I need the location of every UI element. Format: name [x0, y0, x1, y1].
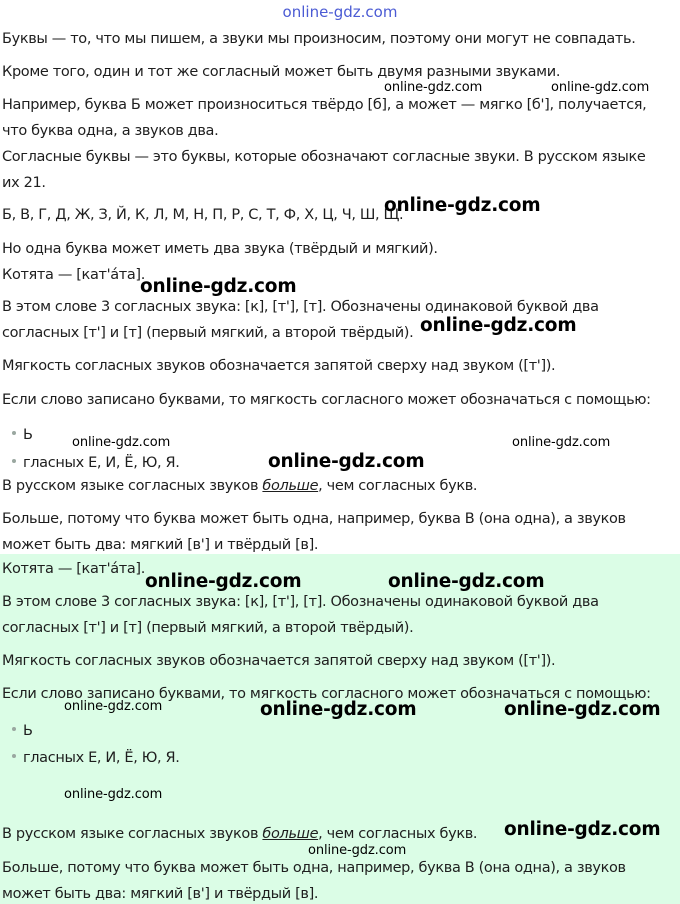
watermark-text: online-gdz.com — [512, 435, 611, 450]
bullet-icon — [12, 459, 16, 463]
watermark-text: online-gdz.com — [551, 80, 650, 95]
list-item: гласных Е, И, Ё, Ю, Я. — [12, 453, 180, 473]
watermark-text: online-gdz.com — [64, 699, 163, 714]
paragraph-softness-mark: Мягкость согласных звуков обозначается запятой сверху над звуком ([т']). — [2, 653, 556, 669]
watermark-text: online-gdz.com — [504, 699, 661, 720]
watermark-text: online-gdz.com — [504, 819, 661, 840]
paragraph-softness-mark: Мягкость согласных звуков обозначается запятой сверху над звуком ([т']). — [2, 358, 556, 374]
paragraph-letters-vs-sounds: Буквы — то, что мы пишем, а звуки мы произносим, поэтому они могут не совпадать. — [2, 31, 636, 47]
list-item: Ь — [12, 721, 33, 741]
watermark-text: online-gdz.com — [145, 571, 302, 592]
bullet-icon — [12, 754, 16, 758]
paragraph-explanation-line2: может быть два: мягкий [в'] и твёрдый [в]. — [2, 886, 319, 902]
paragraph-more-sounds: В русском языке согласных звуков больше, чем согласных букв. — [2, 826, 478, 842]
bullet-icon — [12, 431, 16, 435]
paragraph-three-consonants-line1: В этом слове 3 согласных звука: [к], [т'], [т]. Обозначены одинаковой буквой два — [2, 594, 599, 610]
paragraph-two-sounds: Но одна буква может иметь два звука (твёрдый и мягкий). — [2, 241, 438, 257]
paragraph-softness-letters: Если слово записано буквами, то мягкость согласного может обозначаться с помощью: — [2, 392, 651, 408]
answer-word: больше — [262, 826, 319, 842]
answer-word: больше — [262, 478, 319, 494]
paragraph-explanation-line2: может быть два: мягкий [в'] и твёрдый [в]. — [2, 537, 319, 553]
paragraph-consonant-letters-line1: Согласные буквы — это буквы, которые обозначают согласные звуки. В русском языке — [2, 149, 646, 165]
site-watermark-top: online-gdz.com — [282, 3, 398, 21]
paragraph-kotyata: Котята — [кат'áта]. — [2, 561, 145, 577]
paragraph-three-consonants-line1: В этом слове 3 согласных звука: [к], [т'], [т]. Обозначены одинаковой буквой два — [2, 299, 599, 315]
paragraph-example-b-line1: Например, буква Б может произноситься твёрдо [б], а может — мягко [б'], получается, — [2, 97, 647, 113]
bullet-icon — [12, 727, 16, 731]
watermark-text: online-gdz.com — [260, 699, 417, 720]
list-item: гласных Е, И, Ё, Ю, Я. — [12, 748, 180, 768]
watermark-text: online-gdz.com — [308, 843, 407, 858]
paragraph-example-b-line2: что буква одна, а звуков два. — [2, 123, 219, 139]
watermark-text: online-gdz.com — [64, 787, 163, 802]
paragraph-kotyata: Котята — [кат'áта]. — [2, 267, 145, 283]
paragraph-three-consonants-line2: согласных [т'] и [т] (первый мягкий, а второй твёрдый). — [2, 620, 414, 636]
watermark-text: online-gdz.com — [72, 435, 171, 450]
watermark-text: online-gdz.com — [388, 571, 545, 592]
paragraph-more-sounds: В русском языке согласных звуков больше, чем согласных букв. — [2, 478, 478, 494]
paragraph-explanation-line1: Больше, потому что буква может быть одна, например, буква В (она одна), а звуков — [2, 511, 626, 527]
watermark-text: online-gdz.com — [140, 276, 297, 297]
paragraph-softness-letters: Если слово записано буквами, то мягкость согласного может обозначаться с помощью: — [2, 686, 651, 702]
paragraph-explanation-line1: Больше, потому что буква может быть одна, например, буква В (она одна), а звуков — [2, 860, 626, 876]
watermark-text: online-gdz.com — [268, 451, 425, 472]
list-item: Ь — [12, 425, 33, 445]
watermark-text: online-gdz.com — [384, 80, 483, 95]
watermark-text: online-gdz.com — [384, 195, 541, 216]
watermark-text: online-gdz.com — [420, 315, 577, 336]
consonant-letters-list: Б, В, Г, Д, Ж, З, Й, К, Л, М, Н, П, Р, С, Т, Ф, Х, Ц, Ч, Ш, Щ. — [2, 207, 404, 223]
paragraph-consonant-two-sounds: Кроме того, один и тот же согласный может быть двумя разными звуками. — [2, 64, 561, 80]
paragraph-three-consonants-line2: согласных [т'] и [т] (первый мягкий, а второй твёрдый). — [2, 325, 414, 341]
paragraph-consonant-letters-line2: их 21. — [2, 175, 46, 191]
